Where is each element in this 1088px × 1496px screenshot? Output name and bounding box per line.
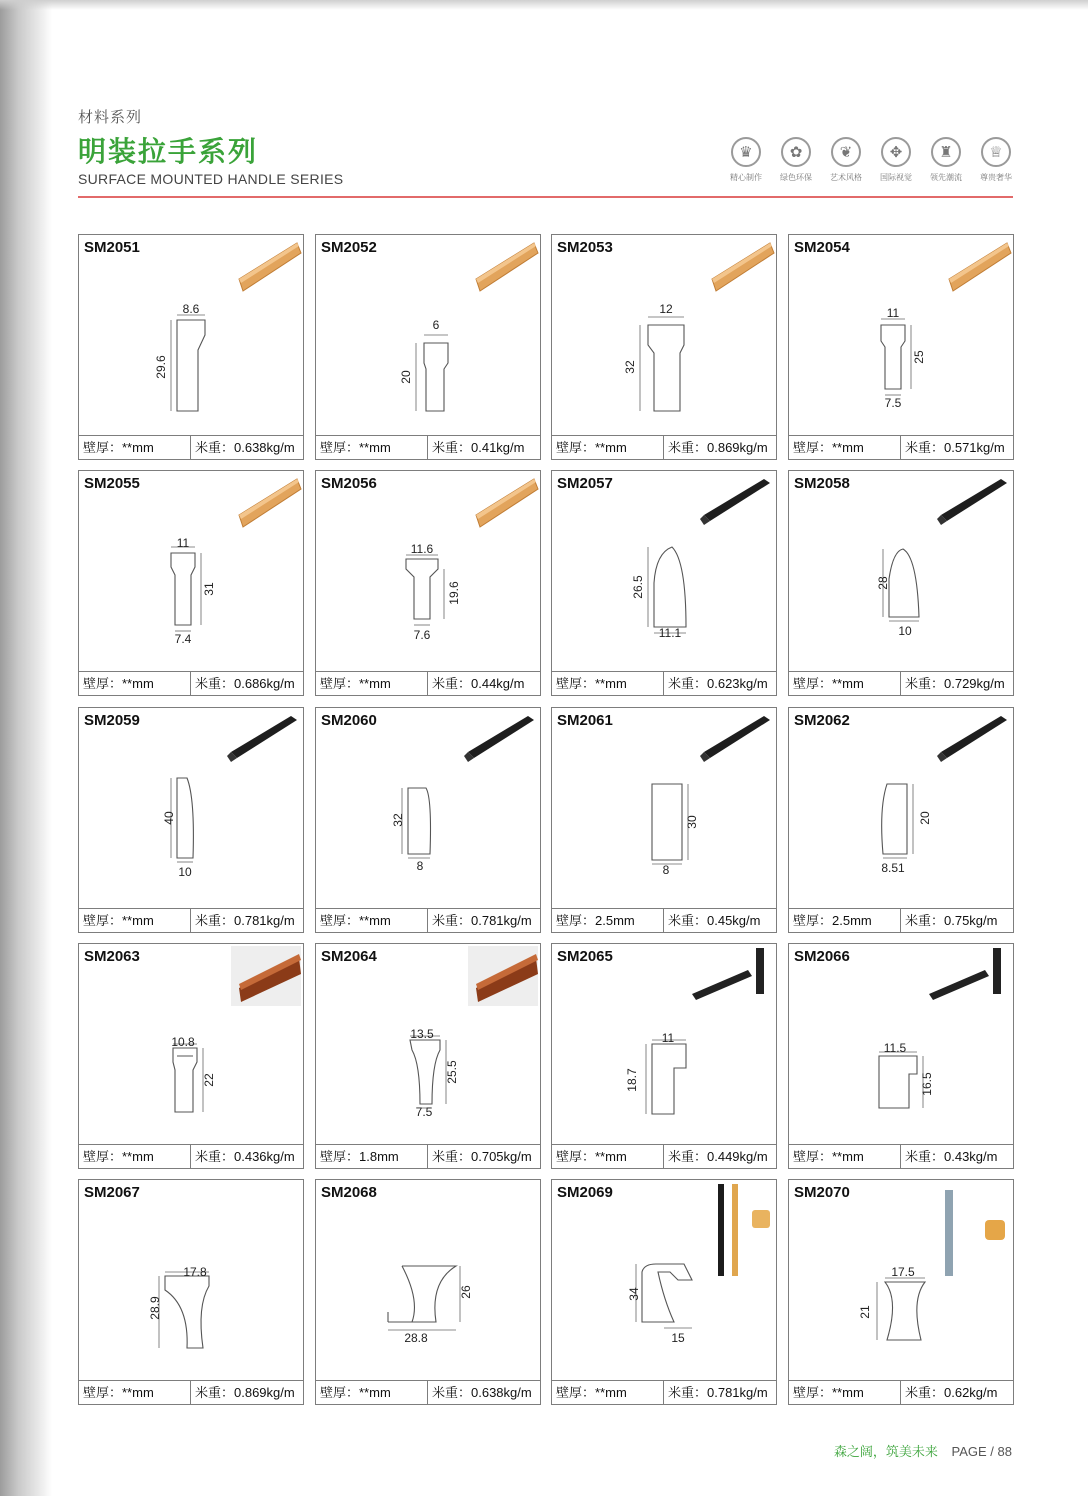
dimension-label: 7.6 (413, 628, 431, 642)
dimension-label: 22 (202, 1073, 216, 1087)
wall-thickness: 壁厚：**mm (79, 1145, 191, 1168)
product-card (551, 1179, 777, 1405)
product-code: SM2066 (794, 948, 850, 965)
dimension-label: 26 (459, 1285, 473, 1299)
profile-drawing (316, 708, 540, 908)
dimension-label: 10 (898, 624, 912, 638)
product-code: SM2063 (84, 948, 140, 965)
wall-thickness: 壁厚：**mm (552, 672, 664, 695)
product-photo (476, 479, 538, 527)
wall-thickness: 壁厚：**mm (789, 1381, 901, 1404)
product-code: SM2054 (794, 239, 850, 256)
meter-weight: 米重：0.41kg/m (432, 440, 525, 455)
product-card (788, 1179, 1014, 1405)
wall-thickness: 壁厚：**mm (552, 436, 664, 459)
profile-drawing (789, 708, 1013, 908)
product-card (551, 707, 777, 933)
dimension-label: 7.5 (884, 396, 902, 410)
dimension-label: 11.1 (658, 626, 682, 640)
meter-weight: 米重：0.638kg/m (195, 440, 295, 455)
product-code: SM2069 (557, 1184, 613, 1201)
spec-row (79, 435, 303, 459)
meter-weight: 米重：0.729kg/m (905, 676, 1005, 691)
product-card (315, 470, 541, 696)
dimension-label: 28.8 (404, 1331, 428, 1345)
profile-drawing (79, 471, 303, 671)
spec-row (316, 908, 540, 932)
profile-outline (642, 1264, 692, 1322)
dimension-label: 8.6 (182, 302, 200, 316)
product-card (788, 707, 1014, 933)
product-card (551, 234, 777, 460)
product-code: SM2055 (84, 475, 140, 492)
wall-thickness: 壁厚：2.5mm (552, 909, 664, 932)
dimension-label: 8 (416, 859, 424, 873)
dimension-label: 17.5 (891, 1265, 915, 1279)
profile-drawing (552, 944, 776, 1144)
meter-weight: 米重：0.686kg/m (195, 676, 295, 691)
profile-outline (177, 778, 193, 858)
badge-label: 绿色环保 (780, 173, 812, 182)
dimension-label: 8 (662, 863, 670, 877)
page-title: 明装拉手系列 (78, 135, 259, 168)
dimension-label: 11 (176, 536, 190, 550)
wall-thickness: 壁厚：**mm (552, 1381, 664, 1404)
profile-drawing (552, 235, 776, 435)
spec-row (316, 1144, 540, 1168)
profile-drawing (79, 235, 303, 435)
meter-weight: 米重：0.623kg/m (668, 676, 768, 691)
product-photo (937, 479, 1007, 525)
profile-drawing (316, 471, 540, 671)
profile-drawing (789, 1180, 1013, 1380)
product-photo (476, 243, 538, 291)
header-divider (78, 196, 1013, 198)
dimension-label: 20 (399, 370, 413, 384)
page-number: PAGE / 88 (951, 1444, 1012, 1459)
profile-outline (652, 1044, 686, 1114)
badge-item (972, 137, 1020, 183)
meter-weight: 米重：0.869kg/m (195, 1385, 295, 1400)
spec-row (789, 671, 1013, 695)
product-card (788, 943, 1014, 1169)
product-code: SM2059 (84, 712, 140, 729)
meter-weight: 米重：0.571kg/m (905, 440, 1005, 455)
product-photo (712, 243, 774, 291)
profile-drawing (789, 235, 1013, 435)
product-card (788, 234, 1014, 460)
spec-row (552, 671, 776, 695)
profile-outline (424, 343, 448, 411)
product-code: SM2058 (794, 475, 850, 492)
spec-row (79, 1380, 303, 1404)
product-code: SM2051 (84, 239, 140, 256)
cross-ornament-icon: ✥ (881, 137, 911, 167)
feature-badges (722, 137, 1018, 187)
page-title-english: SURFACE MOUNTED HANDLE SERIES (78, 171, 344, 187)
product-code: SM2070 (794, 1184, 850, 1201)
dimension-label: 6 (432, 318, 440, 332)
profile-outline (879, 1056, 917, 1108)
wall-thickness: 壁厚：**mm (316, 436, 428, 459)
dimension-label: 11 (661, 1031, 675, 1045)
product-photo (239, 479, 301, 527)
wall-thickness: 壁厚：**mm (79, 672, 191, 695)
badge-label: 国际视觉 (880, 173, 912, 182)
dimension-label: 11.6 (410, 542, 434, 556)
badge-item (722, 137, 770, 183)
dimension-label: 34 (627, 1287, 641, 1301)
spec-row (552, 908, 776, 932)
product-card (551, 470, 777, 696)
product-code: SM2068 (321, 1184, 377, 1201)
wall-thickness: 壁厚：**mm (316, 909, 428, 932)
spec-row (552, 435, 776, 459)
dimension-label: 15 (671, 1331, 685, 1345)
profile-outline (889, 549, 919, 617)
badge-item (922, 137, 970, 183)
spec-row (316, 1380, 540, 1404)
spec-row (789, 1380, 1013, 1404)
meter-weight: 米重：0.45kg/m (668, 913, 761, 928)
product-photo (937, 716, 1007, 762)
dimension-label: 20 (918, 811, 932, 825)
dimension-label: 11 (886, 306, 900, 320)
profile-outline (885, 1282, 925, 1340)
spec-row (552, 1380, 776, 1404)
wall-thickness: 壁厚：2.5mm (789, 909, 901, 932)
product-card (551, 943, 777, 1169)
dimension-label: 29.6 (154, 355, 168, 379)
dimension-label: 30 (685, 815, 699, 829)
product-card (78, 943, 304, 1169)
profile-drawing (79, 708, 303, 908)
product-card (788, 470, 1014, 696)
product-code: SM2057 (557, 475, 613, 492)
wall-thickness: 壁厚：**mm (789, 1145, 901, 1168)
dimension-label: 32 (623, 360, 637, 374)
dimension-label: 18.7 (625, 1068, 639, 1092)
dimension-label: 12 (659, 302, 673, 316)
meter-weight: 米重：0.705kg/m (432, 1149, 532, 1164)
profile-outline (173, 1048, 197, 1112)
product-photo (227, 716, 297, 762)
product-card (315, 234, 541, 460)
wall-thickness: 壁厚：1.8mm (316, 1145, 428, 1168)
meter-weight: 米重：0.781kg/m (195, 913, 295, 928)
dimension-label: 26.5 (631, 575, 645, 599)
spec-row (789, 435, 1013, 459)
profile-outline (408, 788, 431, 854)
profile-outline (165, 1276, 209, 1348)
product-card (78, 470, 304, 696)
product-card (78, 1179, 304, 1405)
dimension-label: 10.8 (171, 1035, 195, 1049)
badge-label: 艺术风格 (830, 173, 862, 182)
spec-row (79, 671, 303, 695)
profile-drawing (316, 1180, 540, 1380)
product-card (78, 707, 304, 933)
dimension-label: 8.51 (881, 861, 905, 875)
profile-outline (410, 1040, 440, 1104)
lotus-icon: ❦ (831, 137, 861, 167)
product-photo (718, 1184, 770, 1276)
dimension-label: 28.9 (148, 1296, 162, 1320)
profile-drawing (552, 1180, 776, 1380)
badge-item (822, 137, 870, 183)
profile-outline (171, 553, 195, 625)
dimension-label: 21 (858, 1305, 872, 1319)
badge-label: 领先潮流 (930, 173, 962, 182)
product-photo (949, 243, 1011, 291)
wall-thickness: 壁厚：**mm (552, 1145, 664, 1168)
profile-outline (654, 547, 686, 627)
profile-outline (177, 320, 205, 411)
spec-row (316, 435, 540, 459)
dimension-label: 17.8 (183, 1265, 207, 1279)
profile-outline (406, 559, 438, 619)
meter-weight: 米重：0.75kg/m (905, 913, 998, 928)
dimension-label: 7.4 (174, 632, 192, 646)
profile-drawing (316, 944, 540, 1144)
product-code: SM2053 (557, 239, 613, 256)
wall-thickness: 壁厚：**mm (79, 909, 191, 932)
spec-row (316, 671, 540, 695)
dimension-label: 32 (391, 813, 405, 827)
profile-drawing (79, 944, 303, 1144)
product-code: SM2067 (84, 1184, 140, 1201)
wall-thickness: 壁厚：**mm (789, 672, 901, 695)
profile-outline (652, 784, 682, 860)
product-photo (700, 479, 770, 525)
profile-outline (648, 325, 684, 411)
product-code: SM2061 (557, 712, 613, 729)
wall-thickness: 壁厚：**mm (316, 672, 428, 695)
dimension-label: 10 (178, 865, 192, 879)
product-photo (929, 948, 1001, 1000)
meter-weight: 米重：0.62kg/m (905, 1385, 998, 1400)
product-code: SM2056 (321, 475, 377, 492)
meter-weight: 米重：0.781kg/m (432, 913, 532, 928)
dimension-label: 40 (162, 811, 176, 825)
dimension-label: 7.5 (415, 1105, 433, 1119)
product-photo (231, 946, 301, 1006)
profile-drawing (79, 1180, 303, 1380)
product-code: SM2052 (321, 239, 377, 256)
product-photo (468, 946, 538, 1006)
trophy-icon: ♛ (731, 137, 761, 167)
section-subtitle: 材料系列 (78, 109, 143, 126)
profile-drawing (789, 944, 1013, 1144)
shield-crest-icon: ♜ (931, 137, 961, 167)
page-footer (834, 1441, 1012, 1460)
meter-weight: 米重：0.449kg/m (668, 1149, 768, 1164)
dimension-label: 31 (202, 582, 216, 596)
product-card (315, 943, 541, 1169)
profile-outline (881, 325, 905, 389)
badge-label: 尊贵奢华 (980, 173, 1012, 182)
dimension-label: 19.6 (447, 581, 461, 605)
dimension-label: 13.5 (410, 1027, 434, 1041)
profile-outline (388, 1266, 456, 1322)
badge-item (872, 137, 920, 183)
profile-drawing (789, 471, 1013, 671)
product-code: SM2062 (794, 712, 850, 729)
meter-weight: 米重：0.43kg/m (905, 1149, 998, 1164)
product-card (315, 1179, 541, 1405)
spec-row (552, 1144, 776, 1168)
product-code: SM2060 (321, 712, 377, 729)
product-code: SM2065 (557, 948, 613, 965)
dimension-label: 16.5 (920, 1072, 934, 1096)
product-photo (692, 948, 764, 1000)
meter-weight: 米重：0.869kg/m (668, 440, 768, 455)
wall-thickness: 壁厚：**mm (789, 436, 901, 459)
spec-row (789, 908, 1013, 932)
product-photo (464, 716, 534, 762)
profile-outline (882, 784, 907, 854)
dimension-label: 25.5 (445, 1060, 459, 1084)
meter-weight: 米重：0.436kg/m (195, 1149, 295, 1164)
product-card (78, 234, 304, 460)
profile-drawing (552, 471, 776, 671)
meter-weight: 米重：0.781kg/m (668, 1385, 768, 1400)
spec-row (79, 908, 303, 932)
brand-slogan: 森之阔，筑美未来 (833, 1444, 938, 1459)
product-card (315, 707, 541, 933)
badge-label: 精心制作 (730, 173, 762, 182)
product-photo (945, 1190, 1005, 1276)
spec-row (79, 1144, 303, 1168)
spec-row (789, 1144, 1013, 1168)
wall-thickness: 壁厚：**mm (316, 1381, 428, 1404)
dimension-label: 11.5 (883, 1041, 907, 1055)
product-photo (700, 716, 770, 762)
profile-drawing (316, 235, 540, 435)
crown-icon: ♕ (981, 137, 1011, 167)
meter-weight: 米重：0.44kg/m (432, 676, 525, 691)
product-photo (239, 243, 301, 291)
product-code: SM2064 (321, 948, 377, 965)
wall-thickness: 壁厚：**mm (79, 1381, 191, 1404)
wall-thickness: 壁厚：**mm (79, 436, 191, 459)
badge-item (772, 137, 820, 183)
dimension-label: 28 (876, 576, 890, 590)
profile-drawing (552, 708, 776, 908)
leaf-icon: ✿ (781, 137, 811, 167)
meter-weight: 米重：0.638kg/m (432, 1385, 532, 1400)
dimension-label: 25 (912, 350, 926, 364)
